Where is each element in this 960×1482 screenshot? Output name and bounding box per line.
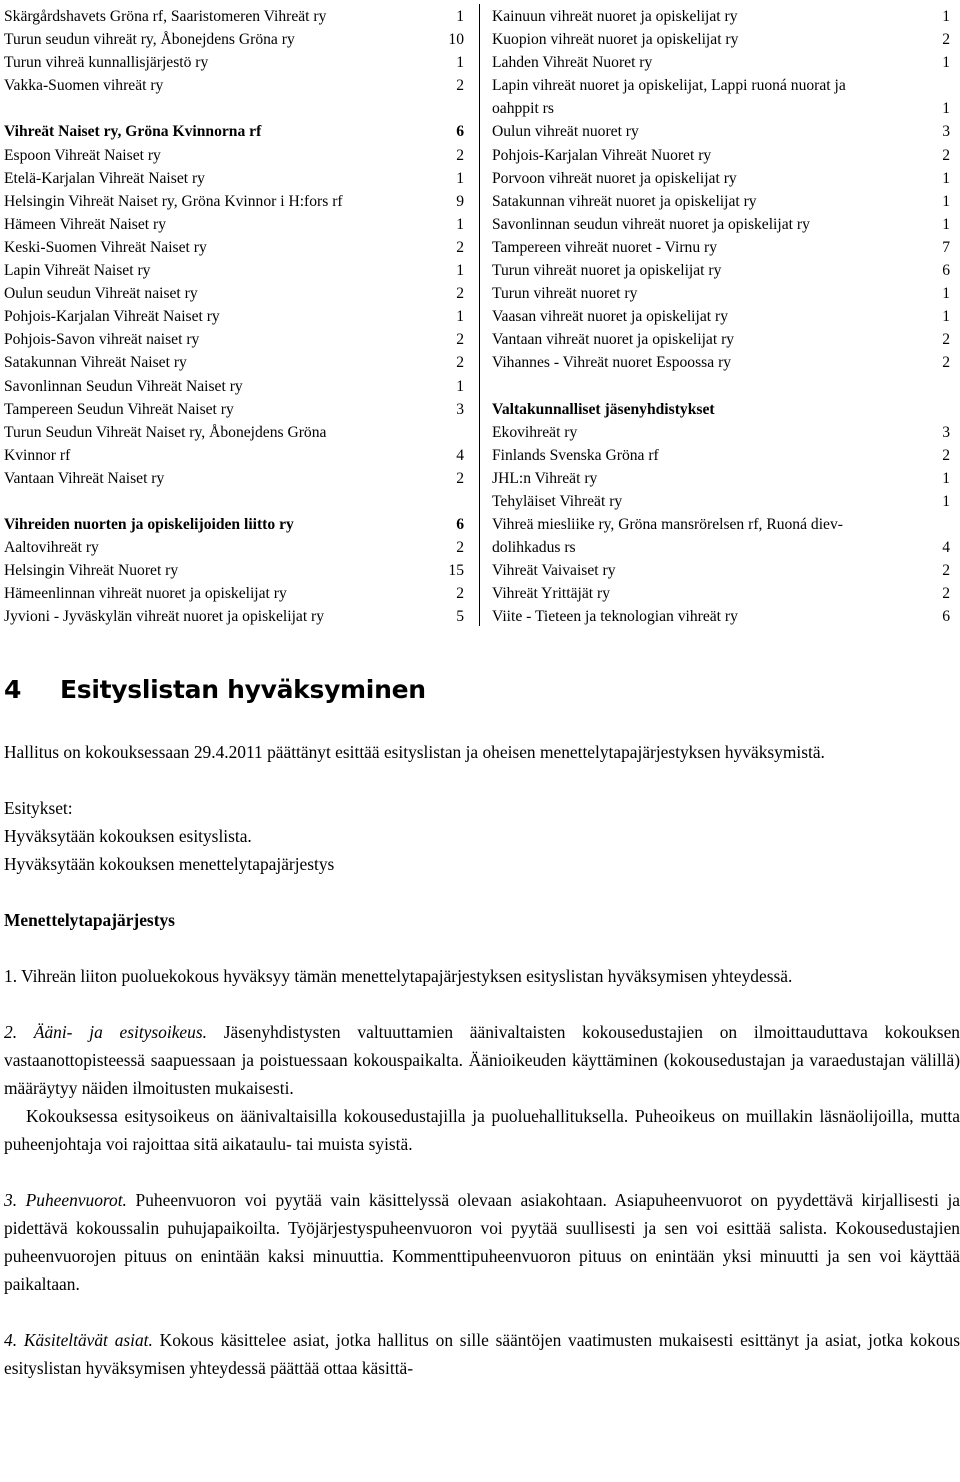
association-name: Hämeen Vihreät Naiset ry bbox=[4, 215, 167, 233]
association-name: dolihkadus rs bbox=[492, 539, 576, 557]
association-name: Tampereen vihreät nuoret - Virnu ry bbox=[492, 238, 718, 256]
member-row bbox=[492, 282, 950, 305]
delegate-count: 1 bbox=[456, 8, 464, 25]
delegate-count: 6 bbox=[942, 608, 950, 626]
association-name: Savonlinnan seudun vihreät nuoret ja opiskelijat ry bbox=[492, 215, 810, 233]
spacer bbox=[4, 490, 464, 513]
association-name: Kuopion vihreät nuoret ja opiskelijat ry bbox=[492, 31, 739, 49]
member-row bbox=[492, 513, 950, 536]
delegate-count: 3 bbox=[942, 123, 950, 141]
association-name: Satakunnan vihreät nuoret ja opiskelijat ry bbox=[492, 192, 757, 210]
delegate-count: 6 bbox=[456, 516, 464, 534]
association-name: Oulun vihreät nuoret ry bbox=[492, 123, 639, 141]
association-name: Kvinnor rf bbox=[4, 446, 71, 464]
group-heading-row bbox=[492, 398, 950, 421]
member-row bbox=[492, 328, 950, 351]
association-name: Valtakunnalliset jäsenyhdistykset bbox=[492, 400, 715, 418]
procedure-rule-3 bbox=[4, 1186, 960, 1298]
spacer bbox=[492, 375, 950, 398]
delegate-count: 1 bbox=[942, 308, 950, 326]
member-row bbox=[4, 51, 464, 74]
delegate-count: 2 bbox=[942, 31, 950, 49]
member-row bbox=[492, 144, 950, 167]
association-name: Finlands Svenska Gröna rf bbox=[492, 446, 659, 464]
association-name: Turun vihreät nuoret ry bbox=[492, 285, 638, 303]
member-row bbox=[4, 74, 464, 97]
association-name: Helsingin Vihreät Nuoret ry bbox=[4, 562, 179, 580]
delegate-count: 2 bbox=[942, 446, 950, 464]
delegate-count: 1 bbox=[456, 215, 464, 233]
member-row bbox=[4, 305, 464, 328]
rule-3-text: Puheenvuoron voi pyytää vain käsittelyssä olevaan asiakohtaan. Asiapuheenvuorot on pyydettävä kirjallisesti ja pidettävä kokoussalin puhujapaikoilta. Työjärjestyspuheenvuoron voi pyytää suullisesti ja sen voi esittää salista. Kokousedustajien puheenvuorojen pituus on enintään kaksi minuuttia. Kommenttipuheenvuoron pituus on enintään yksi minuutti ja sen voi käyttää paikaltaan. bbox=[4, 1190, 960, 1294]
delegate-count: 4 bbox=[942, 539, 950, 557]
association-name: Oulun seudun Vihreät naiset ry bbox=[4, 285, 198, 303]
delegate-count: 1 bbox=[942, 192, 950, 210]
proposal-item: Hyväksytään kokouksen esityslista. bbox=[4, 826, 252, 846]
member-row bbox=[4, 421, 464, 444]
association-name: Satakunnan Vihreät Naiset ry bbox=[4, 354, 187, 372]
association-name: Lapin vihreät nuoret ja opiskelijat, Lappi ruoná nuorat ja bbox=[492, 77, 846, 95]
delegate-count: 2 bbox=[456, 354, 464, 372]
procedure-rule-1: 1. Vihreän liiton puoluekokous hyväksyy tämän menettelytapajärjestyksen esityslistan hyväksymisen yhteydessä. bbox=[4, 966, 793, 986]
delegate-count: 6 bbox=[942, 262, 950, 280]
member-row bbox=[4, 144, 464, 167]
delegate-count: 6 bbox=[456, 123, 464, 141]
member-row bbox=[492, 559, 950, 582]
member-row bbox=[492, 582, 950, 605]
association-name: Ekovihreät ry bbox=[492, 423, 578, 441]
delegate-count: 1 bbox=[456, 169, 464, 187]
delegate-count: 10 bbox=[448, 31, 464, 49]
association-name: Savonlinnan Seudun Vihreät Naiset ry bbox=[4, 377, 243, 395]
delegate-count: 1 bbox=[456, 262, 464, 280]
delegate-count: 7 bbox=[942, 238, 950, 256]
member-row bbox=[492, 213, 950, 236]
member-row bbox=[492, 97, 950, 120]
member-row bbox=[492, 467, 950, 490]
member-row bbox=[492, 444, 950, 467]
column-divider bbox=[479, 4, 480, 626]
member-row bbox=[4, 536, 464, 559]
association-name: Skärgårdshavets Gröna rf, Saaristomeren Vihreät ry bbox=[4, 8, 327, 25]
proposals-heading: Esitykset: bbox=[4, 798, 73, 818]
procedure-heading: Menettelytapajärjestys bbox=[4, 910, 175, 930]
association-name: Turun vihreä kunnallisjärjestö ry bbox=[4, 54, 209, 72]
delegate-count: 2 bbox=[942, 354, 950, 372]
delegate-count: 3 bbox=[456, 400, 464, 418]
member-row bbox=[492, 236, 950, 259]
delegate-count: 1 bbox=[942, 54, 950, 72]
rule-2-text: Jäsenyhdistysten valtuuttamien äänivaltaisten kokousedustajien on ilmoittauduttava kokouksen vastaanottopisteessä saapuessaan ja poistuessaan kokouspaikalta. Äänioikeuden käyttäminen (kokousedustajan ja varaedustajan välillä) määräytyy näiden ilmoitusten mukaisesti. bbox=[4, 1022, 960, 1098]
member-row bbox=[4, 167, 464, 190]
member-row bbox=[4, 236, 464, 259]
association-name: Vantaan Vihreät Naiset ry bbox=[4, 469, 165, 487]
association-name: Tehyläiset Vihreät ry bbox=[492, 492, 623, 510]
rule-2-label: 2. Ääni- ja esitysoikeus. bbox=[4, 1022, 207, 1042]
rule-4-text: Kokous käsittelee asiat, jotka hallitus on sille sääntöjen vaatimusten mukaisesti esittänyt ja asiat, jotka kokous esityslistan hyväksymisen yhteydessä päättää ottaa käsittä- bbox=[4, 1330, 960, 1378]
delegate-count: 5 bbox=[456, 608, 464, 626]
group-heading-row bbox=[4, 120, 464, 143]
member-row bbox=[4, 328, 464, 351]
member-row bbox=[4, 351, 464, 374]
section-title: Esityslistan hyväksyminen bbox=[60, 675, 426, 704]
proposal-item: Hyväksytään kokouksen menettelytapajärjestys bbox=[4, 854, 335, 874]
member-row bbox=[4, 398, 464, 421]
member-row bbox=[492, 351, 950, 374]
delegate-count: 2 bbox=[942, 585, 950, 603]
member-column-right bbox=[492, 5, 950, 629]
member-row bbox=[4, 467, 464, 490]
intro-paragraph: Hallitus on kokouksessaan 29.4.2011 päättänyt esittää esityslistan ja oheisen menettelytapajärjestyksen hyväksymistä. bbox=[4, 742, 825, 762]
delegate-count: 2 bbox=[942, 562, 950, 580]
spacer bbox=[4, 97, 464, 120]
member-row bbox=[4, 444, 464, 467]
member-row bbox=[4, 213, 464, 236]
association-name: oahppit rs bbox=[492, 100, 554, 118]
association-name: Hämeenlinnan vihreät nuoret ja opiskelijat ry bbox=[4, 585, 287, 603]
member-row bbox=[492, 421, 950, 444]
delegate-count: 2 bbox=[456, 146, 464, 164]
association-name: Lapin Vihreät Naiset ry bbox=[4, 262, 151, 280]
procedure-rule-2-continued: Kokouksessa esitysoikeus on äänivaltaisilla kokousedustajilla ja puoluehallituksella. Puheoikeus on muillakin läsnäolijoilla, mutta puheenjohtaja voi rajoittaa sitä aikataulu- tai muista syistä. bbox=[4, 1106, 960, 1154]
association-name: Porvoon vihreät nuoret ja opiskelijat ry bbox=[492, 169, 737, 187]
delegate-count: 2 bbox=[456, 285, 464, 303]
member-column-left bbox=[4, 5, 464, 629]
association-name: Vihreät Vaivaiset ry bbox=[492, 562, 616, 580]
member-row bbox=[492, 74, 950, 97]
member-row bbox=[492, 190, 950, 213]
delegate-count: 1 bbox=[456, 377, 464, 395]
member-row bbox=[4, 375, 464, 398]
member-row bbox=[4, 282, 464, 305]
delegate-count: 1 bbox=[942, 492, 950, 510]
association-name: Lahden Vihreät Nuoret ry bbox=[492, 54, 653, 72]
delegate-count: 1 bbox=[942, 285, 950, 303]
member-row bbox=[492, 259, 950, 282]
group-heading-row bbox=[4, 513, 464, 536]
delegate-count: 2 bbox=[456, 585, 464, 603]
section-number: 4 bbox=[4, 675, 22, 704]
association-name: Turun seudun vihreät ry, Åbonejdens Gröna ry bbox=[4, 31, 295, 49]
member-row bbox=[492, 605, 950, 628]
delegate-count: 15 bbox=[448, 562, 464, 580]
association-name: Vihannes - Vihreät nuoret Espoossa ry bbox=[492, 354, 732, 372]
member-row bbox=[4, 559, 464, 582]
association-name: Vaasan vihreät nuoret ja opiskelijat ry bbox=[492, 308, 728, 326]
member-row bbox=[4, 582, 464, 605]
association-name: Keski-Suomen Vihreät Naiset ry bbox=[4, 238, 207, 256]
association-name: Jyvioni - Jyväskylän vihreät nuoret ja opiskelijat ry bbox=[4, 608, 325, 626]
member-row bbox=[4, 259, 464, 282]
procedure-rule-2 bbox=[4, 1018, 960, 1102]
association-name: Vakka-Suomen vihreät ry bbox=[4, 77, 164, 95]
member-row bbox=[492, 490, 950, 513]
delegate-count: 3 bbox=[942, 423, 950, 441]
association-name: Pohjois-Karjalan Vihreät Naiset ry bbox=[4, 308, 220, 326]
association-name: JHL:n Vihreät ry bbox=[492, 469, 598, 487]
member-counts-table bbox=[0, 0, 960, 628]
delegate-count: 2 bbox=[942, 331, 950, 349]
procedure-rule-4 bbox=[4, 1326, 960, 1382]
delegate-count: 2 bbox=[456, 238, 464, 256]
delegate-count: 1 bbox=[942, 469, 950, 487]
delegate-count: 2 bbox=[456, 331, 464, 349]
association-name: Vihreiden nuorten ja opiskelijoiden liitto ry bbox=[4, 516, 294, 534]
delegate-count: 1 bbox=[942, 8, 950, 25]
delegate-count: 9 bbox=[456, 192, 464, 210]
section-heading bbox=[4, 672, 426, 708]
member-row bbox=[492, 51, 950, 74]
rule-4-label: 4. Käsiteltävät asiat. bbox=[4, 1330, 153, 1350]
member-row bbox=[4, 190, 464, 213]
delegate-count: 1 bbox=[456, 54, 464, 72]
association-name: Etelä-Karjalan Vihreät Naiset ry bbox=[4, 169, 205, 187]
delegate-count: 1 bbox=[456, 308, 464, 326]
member-row bbox=[492, 120, 950, 143]
delegate-count: 2 bbox=[456, 539, 464, 557]
member-row bbox=[492, 536, 950, 559]
association-name: Helsingin Vihreät Naiset ry, Gröna Kvinnor i H:fors rf bbox=[4, 192, 343, 210]
association-name: Vantaan vihreät nuoret ja opiskelijat ry bbox=[492, 331, 735, 349]
association-name: Kainuun vihreät nuoret ja opiskelijat ry bbox=[492, 8, 738, 25]
member-row bbox=[4, 605, 464, 628]
association-name: Aaltovihreät ry bbox=[4, 539, 99, 557]
association-name: Vihreät Naiset ry, Gröna Kvinnorna rf bbox=[4, 123, 262, 141]
delegate-count: 1 bbox=[942, 169, 950, 187]
association-name: Pohjois-Savon vihreät naiset ry bbox=[4, 331, 200, 349]
delegate-count: 4 bbox=[456, 446, 464, 464]
delegate-count: 2 bbox=[456, 77, 464, 95]
member-row bbox=[492, 167, 950, 190]
delegate-count: 1 bbox=[942, 100, 950, 118]
association-name: Viite - Tieteen ja teknologian vihreät ry bbox=[492, 608, 738, 626]
association-name: Turun Seudun Vihreät Naiset ry, Åbonejdens Gröna bbox=[4, 423, 327, 441]
association-name: Vihreät Yrittäjät ry bbox=[492, 585, 610, 603]
member-row bbox=[492, 5, 950, 28]
rule-3-label: 3. Puheenvuorot. bbox=[4, 1190, 127, 1210]
association-name: Turun vihreät nuoret ja opiskelijat ry bbox=[492, 262, 722, 280]
association-name: Vihreä miesliike ry, Gröna mansrörelsen rf, Ruoná diev- bbox=[492, 516, 843, 534]
member-row bbox=[492, 305, 950, 328]
section-body bbox=[4, 738, 960, 1382]
member-row bbox=[4, 28, 464, 51]
association-name: Tampereen Seudun Vihreät Naiset ry bbox=[4, 400, 234, 418]
delegate-count: 1 bbox=[942, 215, 950, 233]
delegate-count: 2 bbox=[942, 146, 950, 164]
delegate-count: 2 bbox=[456, 469, 464, 487]
member-row bbox=[4, 5, 464, 28]
association-name: Pohjois-Karjalan Vihreät Nuoret ry bbox=[492, 146, 712, 164]
member-row bbox=[492, 28, 950, 51]
association-name: Espoon Vihreät Naiset ry bbox=[4, 146, 161, 164]
